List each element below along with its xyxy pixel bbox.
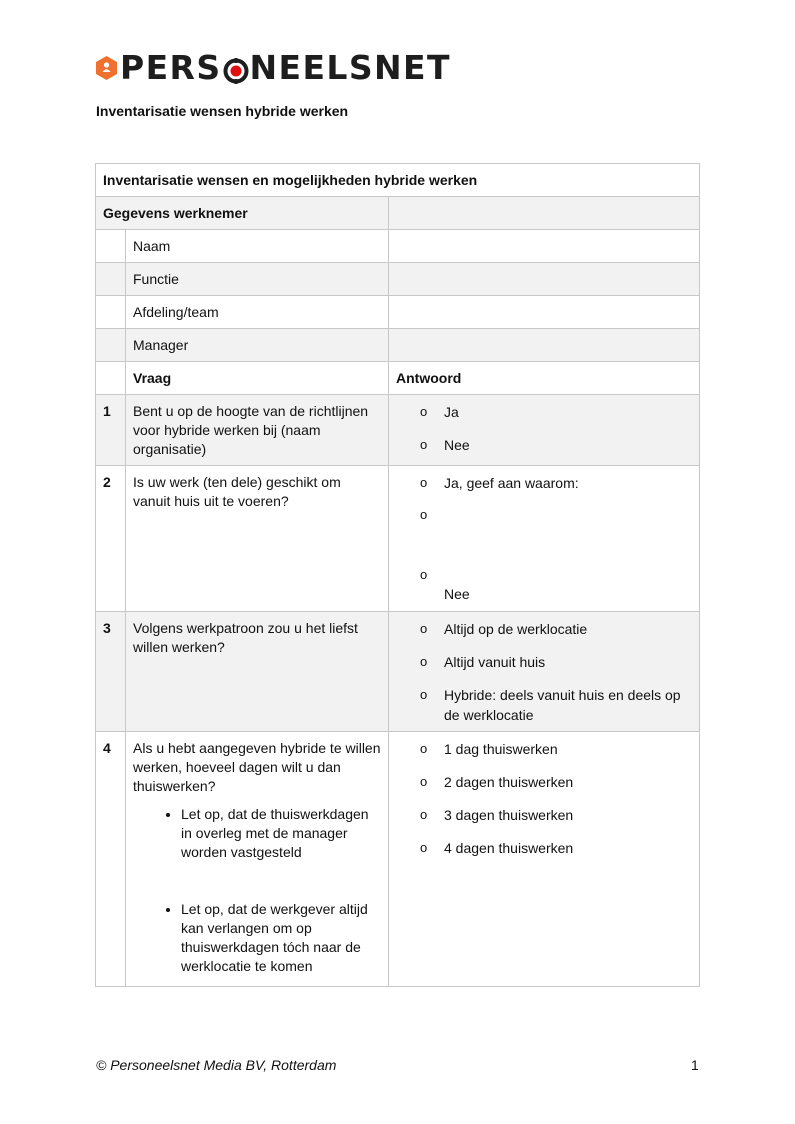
- field-label-manager: Manager: [126, 329, 389, 362]
- question-row-4: [96, 732, 700, 987]
- section-empty-cell: [389, 197, 700, 230]
- field-row-manager: [96, 329, 700, 362]
- personeelsnet-logo: [96, 50, 451, 86]
- document-title: Inventarisatie wensen hybride werken: [96, 103, 349, 119]
- notes-list: [133, 805, 381, 976]
- question-number: 2: [96, 466, 126, 612]
- note-item: • Let op, dat de thuiswerkdagen in overleg met de manager worden vastgesteld: [181, 805, 381, 862]
- hexagon-icon: [96, 56, 117, 80]
- question-text: Als u hebt aangegeven hybride te willen werken, hoeveel dagen wilt u dan thuiswerken?: [133, 740, 381, 794]
- field-value-naam[interactable]: [389, 230, 700, 263]
- field-value-afdeling[interactable]: [389, 296, 700, 329]
- answer-option[interactable]: o Ja: [396, 402, 692, 422]
- logo-wordmark: PERS NEELSNET: [120, 48, 451, 87]
- field-label-naam: Naam: [126, 230, 389, 263]
- answer-options: [389, 395, 700, 466]
- question-number: 4: [96, 732, 126, 987]
- table-heading-row: [96, 164, 700, 197]
- hybrid-work-form-table: [95, 163, 700, 987]
- radio-circle-icon: o: [420, 621, 428, 636]
- field-row-afdeling: [96, 296, 700, 329]
- radio-circle-icon: o: [420, 567, 428, 582]
- radio-circle-icon: o: [420, 404, 428, 419]
- answer-option[interactable]: o Nee: [396, 435, 692, 455]
- answer-option[interactable]: [396, 565, 692, 584]
- answer-option[interactable]: o Ja, geef aan waarom:: [396, 473, 692, 493]
- answer-option[interactable]: [396, 505, 692, 524]
- field-label-afdeling: Afdeling/team: [126, 296, 389, 329]
- radio-circle-icon: o: [420, 741, 428, 756]
- question-row-2: [96, 466, 700, 612]
- column-header-row: [96, 362, 700, 395]
- question-row-3: [96, 612, 700, 732]
- radio-circle-icon: o: [420, 507, 428, 522]
- answer-option[interactable]: o 3 dagen thuiswerken: [396, 805, 692, 825]
- radio-circle-icon: o: [420, 840, 428, 855]
- question-text: Volgens werkpatroon zou u het liefst willen werken?: [126, 612, 389, 732]
- answer-option[interactable]: o Altijd vanuit huis: [396, 652, 692, 672]
- answer-option-text: Nee: [444, 586, 470, 602]
- radio-circle-icon: o: [420, 654, 428, 669]
- answer-options: [389, 466, 700, 612]
- table-heading: Inventarisatie wensen en mogelijkheden hybride werken: [96, 164, 700, 197]
- answer-options: [389, 612, 700, 732]
- field-row-functie: [96, 263, 700, 296]
- section-row: [96, 197, 700, 230]
- field-value-functie[interactable]: [389, 263, 700, 296]
- field-row-naam: [96, 230, 700, 263]
- answer-option[interactable]: o Altijd op de werklocatie: [396, 619, 692, 639]
- answer-options: [389, 732, 700, 987]
- answer-option[interactable]: o 2 dagen thuiswerken: [396, 772, 692, 792]
- radio-circle-icon: o: [420, 807, 428, 822]
- question-text: Is uw werk (ten dele) geschikt om vanuit huis uit te voeren?: [126, 466, 389, 612]
- field-value-manager[interactable]: [389, 329, 700, 362]
- question-header: Vraag: [126, 362, 389, 395]
- answer-option[interactable]: o Hybride: deels vanuit huis en deels op de werklocatie: [396, 685, 692, 725]
- answer-header: Antwoord: [389, 362, 700, 395]
- answer-option[interactable]: o 4 dagen thuiswerken: [396, 838, 692, 858]
- footer-copyright: © Personeelsnet Media BV, Rotterdam: [96, 1057, 337, 1073]
- field-label-functie: Functie: [126, 263, 389, 296]
- page-number: 1: [691, 1057, 699, 1073]
- radio-circle-icon: o: [420, 475, 428, 490]
- question-number: 1: [96, 395, 126, 466]
- question-cell: [126, 732, 389, 987]
- section-label: Gegevens werknemer: [96, 197, 389, 230]
- radio-circle-icon: o: [420, 774, 428, 789]
- target-icon: [223, 55, 249, 81]
- question-row-1: [96, 395, 700, 466]
- question-text: Bent u op de hoogte van de richtlijnen voor hybride werken bij (naam organisatie): [126, 395, 389, 466]
- answer-option[interactable]: o 1 dag thuiswerken: [396, 739, 692, 759]
- radio-circle-icon: o: [420, 687, 428, 702]
- note-item: • Let op, dat de werkgever altijd kan verlangen om op thuiswerkdagen tóch naar de werklocatie te komen: [181, 900, 381, 976]
- question-number: 3: [96, 612, 126, 732]
- radio-circle-icon: o: [420, 437, 428, 452]
